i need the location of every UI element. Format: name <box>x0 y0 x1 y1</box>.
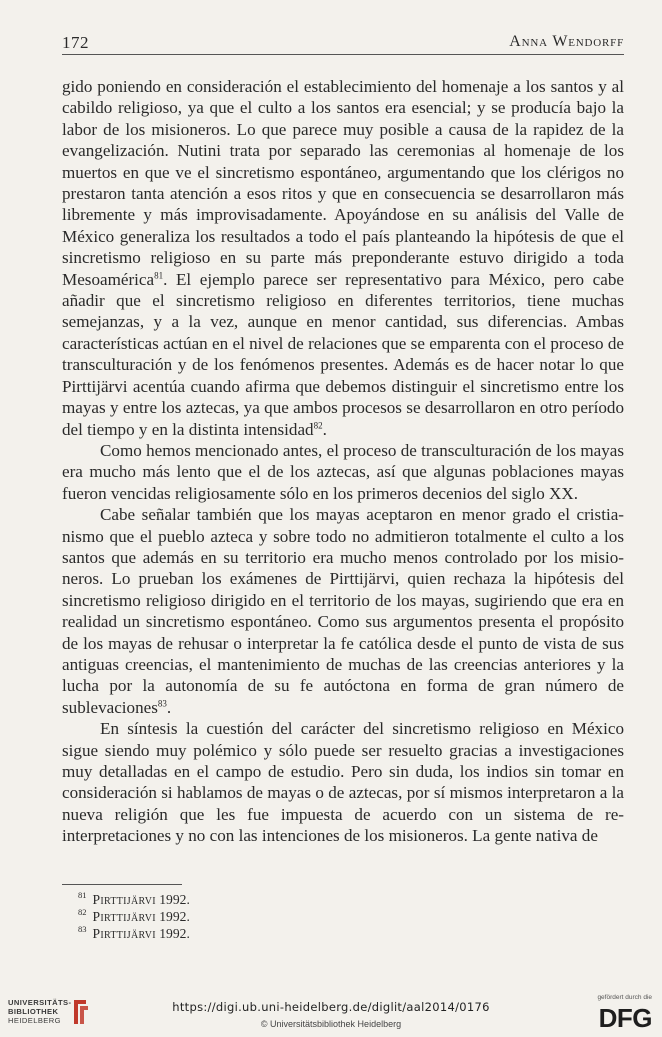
footnote-81 <box>62 891 624 908</box>
body-text <box>62 76 624 847</box>
paragraph-3-text-2: . <box>166 697 172 717</box>
footnote-year: 1992. <box>159 909 190 924</box>
paragraph-1-text-3: . <box>322 419 327 439</box>
running-head-author: Anna Wendorff <box>509 33 624 50</box>
library-name-line-1: UNIVERSITÄTS- <box>8 998 72 1007</box>
footnote-number: 81 <box>78 890 87 901</box>
paragraph-1-text: gido poniendo en consideración el establecimiento del homenaje a los santos y al cabildo religioso, ya que el culto a los santos era esencial; y se producía bajo la labor de los misioneros. Lo que parece muy posible a causa de la rapidez de la evangelización. Nutini trata por separado las ceremonias al homenaje de los muertos en que ve el sincretismo espontáneo, argumentando que los clérigos no prestaron tanta atención a esos ritos y que en consecuencia se desarrollaron más libremente y más improvisadamente. Apoyándose en su análisis del Valle de México generaliza los resultados a todo el país planteando la hipótesis de que el sincretismo religioso en su parte más preponderante estuvo dirigido a toda Mesoamérica <box>62 77 624 289</box>
footnote-83 <box>62 925 624 942</box>
funder-logo[interactable] <box>586 994 652 1034</box>
footnote-year: 1992. <box>159 892 190 907</box>
paragraph-4: En síntesis la cuestión del carácter del sincretismo religioso en México sigue siendo muy polémico y sólo puede ser resuelto gracias a investigaciones muy detalladas en el campo de estudio. Pero sin duda, los indios sin tomar en consideración si hablamos de mayas o de aztecas, por sí mismos interpretaron a la nueva religión que les fue impuesta de acuerdo con un sistema de reinterpretaciones y no con las intenciones de los misioneros. La gente nativa de <box>62 719 624 846</box>
page-header <box>62 33 624 53</box>
paragraph-3 <box>62 504 624 718</box>
footnote-number: 82 <box>78 907 87 918</box>
funding-caption: gefördert durch die <box>597 994 652 1001</box>
footnote-ref-83[interactable]: 83 <box>157 698 167 709</box>
paragraph-1-text-2: . El ejemplo parece ser representativo para México, pero cabe añadir que el sincretismo religioso en diferentes territorios, tiene muchas semejanzas, y a la vez, aunque en menor cantidad, sus diferencias. Ambas características actúan en el nivel de relaciones que se emparenta con el proceso de transculturación y de los fenómenos presentes. Además es de hacer notar lo que Pirttijärvi acentúa cuando afirma que debemos distinguir el sincretismo entre los mayas y entre los aztecas, ya que ambos procesos se desarrollaron en otro período del tiempo y en la distinta intensidad <box>62 269 624 439</box>
footnote-author: Pirttijärvi <box>92 892 156 907</box>
header-rule <box>62 54 624 55</box>
footnote-82 <box>62 908 624 925</box>
footnote-rule <box>62 884 182 885</box>
footnote-ref-81[interactable]: 81 <box>154 269 164 280</box>
footnotes <box>62 891 624 942</box>
paragraph-3-text: Cabe señalar también que los mayas aceptaron en menor grado el cristianismo que el pueblo azteca y sobre todo no admitieron totalmente el culto a los santos que además en su territorio era mucho menos controlado por los misioneros. Lo prueban los exámenes de Pirttijärvi, quien rechaza la hipótesis del sincretismo religioso dirigido en el territorio de los mayas, sugiriendo que era en realidad un sincretismo espontáneo. Como sus argumentos presenta el propósito de los mayas de rehusar o interpretar la fe católica desde el punto de vista de sus antiguas creencias, el mantenimiento de muchas de las creencias anteriores y la lucha por la autonomía de su fe autóctona en forma de gran número de sublevaciones <box>62 505 624 717</box>
dfg-logo: DFG <box>598 1003 652 1033</box>
page-number: 172 <box>62 33 89 52</box>
paragraph-2: Como hemos mencionado antes, el proceso de transculturación de los mayas era mucho más lento que el de los aztecas, así que algunas poblaciones mayas fueron vencidas religiosamente sólo en los primeros decenios del siglo XX. <box>62 440 624 503</box>
footnote-number: 83 <box>78 924 87 935</box>
footnote-year: 1992. <box>159 926 190 941</box>
source-url-link[interactable]: https://digi.ub.uni-heidelberg.de/diglit/aal2014/0176 <box>172 1000 490 1014</box>
library-name-line-3: HEIDELBERG <box>8 1016 61 1025</box>
footnote-author: Pirttijärvi <box>92 926 156 941</box>
footnote-ref-82[interactable]: 82 <box>313 419 323 430</box>
copyright-notice: © Universitätsbibliothek Heidelberg <box>260 1019 402 1029</box>
source-url[interactable] <box>0 1000 662 1014</box>
digitization-footer <box>0 990 662 1037</box>
paragraph-1 <box>62 76 624 440</box>
footnote-author: Pirttijärvi <box>92 909 156 924</box>
library-name-line-2: BIBLIOTHEK <box>8 1007 59 1016</box>
